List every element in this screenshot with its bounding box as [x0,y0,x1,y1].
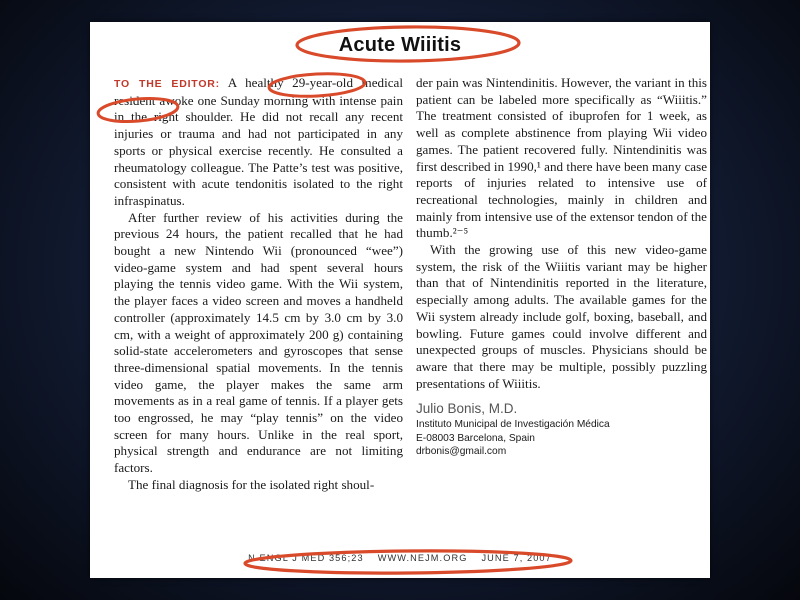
paragraph-3: The final diagnosis for the isolated right shoul- [128,476,375,492]
paragraph-1-text: A healthy 29-year-old medical resident awoke one Sunday morning with intense pain in the right shoulder. He did not recall any recent injuries or trauma and had not participated in any sports or physical exercise recently. He consulted a rheumatology colleague. The Patte’s test was positive, consistent with acute tendonitis isolated to the right infraspinatus. [114,75,403,208]
footer-website: WWW.NEJM.ORG [377,553,468,563]
paragraph-4: der pain was Nintendinitis. However, the variant in this patient can be labeled more specifically as “Wiiitis.” The treatment consisted of ibuprofen for 1 week, as well as complete abstinence from playing Wii video games. The patient recovered fully. Nintendinitis was first described in 1990,¹ and there have been many case reports of injuries related to intensive use of recreational technologies, mainly in children and mainly from intensive use of the extensor tendon of the thumb.²⁻⁵ [416,75,707,241]
editor-label: TO THE EDITOR: [114,78,220,90]
paragraph-2: After further review of his activities during the previous 24 hours, the patient recalled that he had bought a new Nintendo Wii (pronounced “wee”) video-game system and had spent several hours playing the tennis video game. With the Wii system, the player faces a video screen and moves a handheld controller (approximately 14.5 cm by 3.0 cm by 3.0 cm, with a weight of approximately 200 g) containing solid-state accelerometers and gyroscopes that sense three-dimensional spatial movements. In the tennis video game, the player makes the same arm movements as in a real game of tennis. If a player gets too engrossed, he may “play tennis” on the video screen for many hours. Unlike in the real sport, physical strength and endurance are not limiting factors. [114,209,403,476]
author-email: drbonis@gmail.com [416,445,507,457]
footer-date: JUNE 7, 2007 [481,553,552,563]
left-column [114,75,403,494]
author-address: E-08003 Barcelona, Spain [416,432,535,444]
paragraph-1 [114,75,403,210]
footer-journal: N ENGL J MED 356;23 [248,553,364,563]
author-institution: Instituto Municipal de Investigación Médica [416,419,610,431]
paragraph-5: With the growing use of this new video-game system, the risk of the Wiiitis variant may be higher than that of Nintendinitis reported in the literature, especially among adults. The available games for the Wii system already include golf, boxing, baseball, and bowling. Future games could involve different and unexpected groups of muscles. Physicians should be aware that there may be multiple, possibly puzzling presentations of Wiiitis. [416,242,707,391]
article-title: Acute Wiiitis [338,34,462,56]
right-column [416,75,707,458]
page-footer [90,553,710,563]
author-name: Julio Bonis, M.D. [416,401,518,417]
journal-page [90,22,710,578]
